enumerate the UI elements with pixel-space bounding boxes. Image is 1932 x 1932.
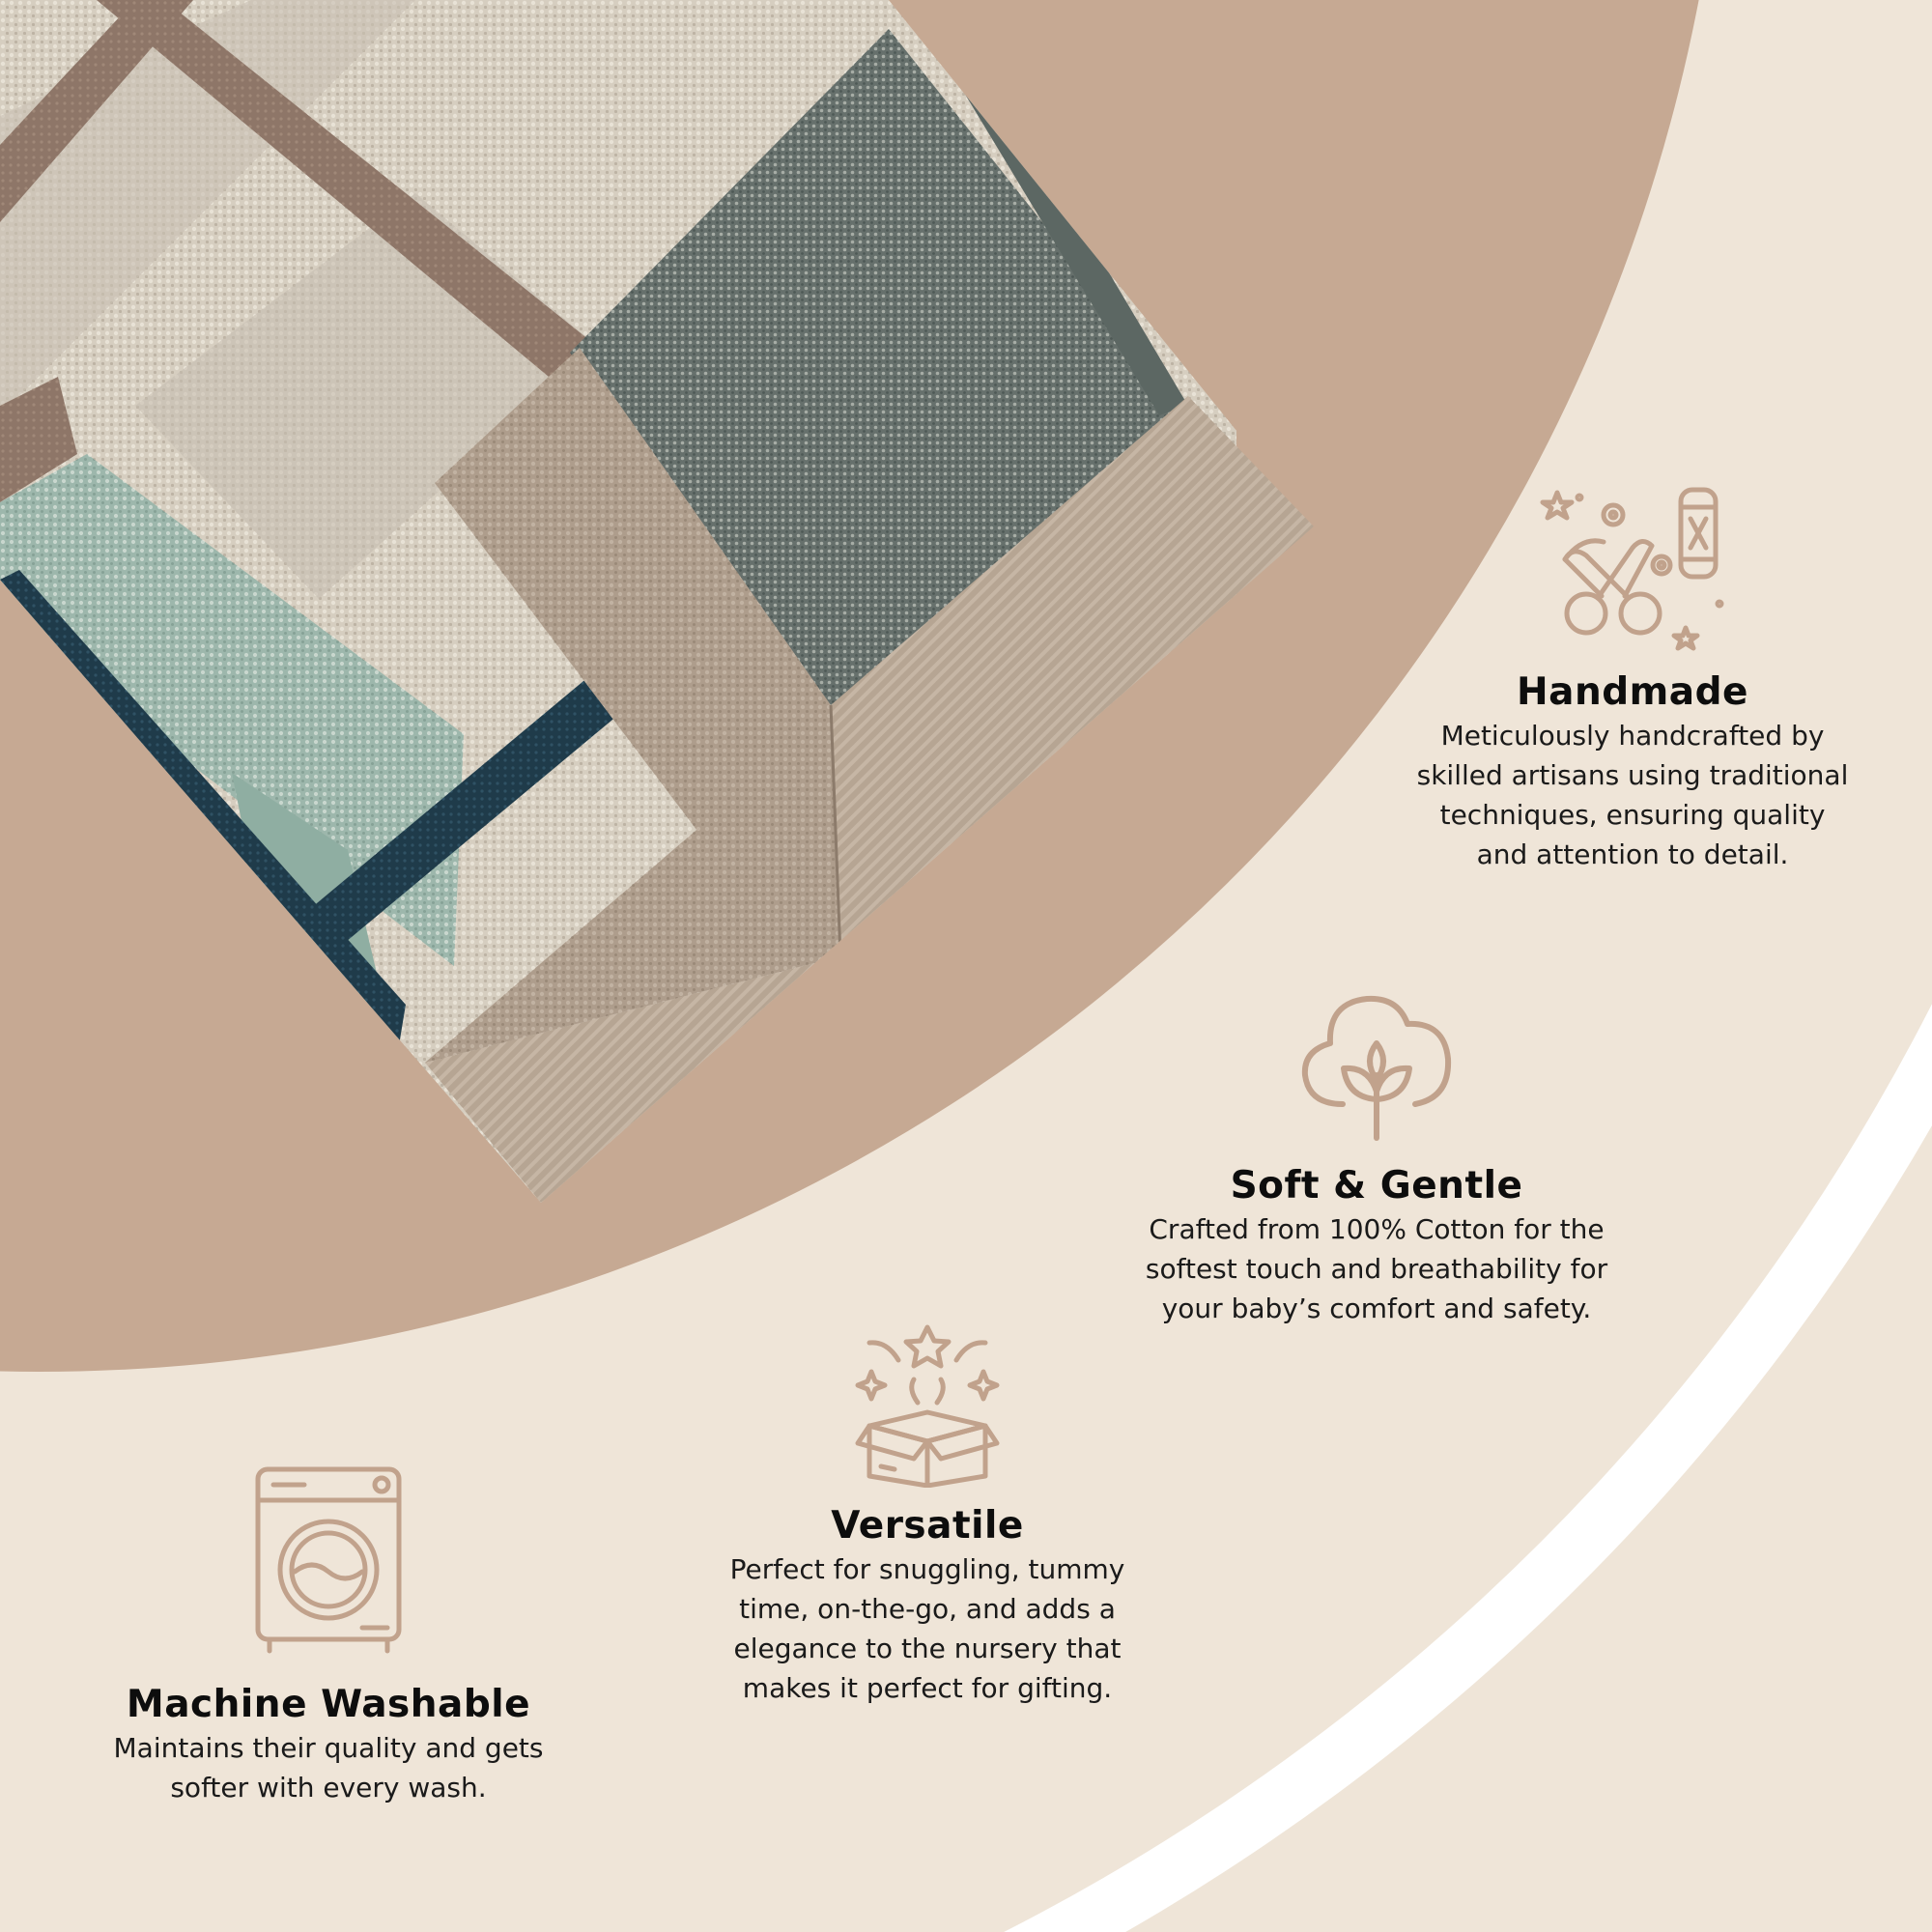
scissors-thread-spool-icon — [1536, 478, 1729, 662]
feature-description-line: Crafted from 100% Cotton for the — [1149, 1213, 1605, 1245]
feature-description-line: Meticulously handcrafted by — [1440, 720, 1825, 752]
feature-description-line: skilled artisans using traditional — [1416, 759, 1849, 791]
feature-description-line: and attention to detail. — [1476, 838, 1789, 870]
feature-title: Versatile — [831, 1504, 1024, 1548]
feature-description — [676, 1549, 1179, 1708]
gift-box-stars-icon — [850, 1321, 1005, 1488]
feature-description-line: time, on-the-go, and adds a — [739, 1593, 1116, 1625]
feature-description-line: Maintains their quality and gets — [113, 1732, 544, 1764]
feature-soft-gentle — [1111, 983, 1642, 1328]
feature-description-line: makes it perfect for gifting. — [742, 1672, 1113, 1704]
feature-title: Handmade — [1517, 670, 1748, 714]
cotton-flower-icon — [1290, 983, 1463, 1148]
washing-machine-icon — [246, 1463, 411, 1657]
feature-description — [1111, 1209, 1642, 1328]
feature-description-line: elegance to the nursery that — [733, 1633, 1122, 1664]
feature-title: Machine Washable — [126, 1683, 531, 1726]
feature-description-line: softer with every wash. — [170, 1772, 487, 1804]
feature-title: Soft & Gentle — [1230, 1164, 1523, 1208]
feature-handmade — [1381, 478, 1884, 874]
feature-versatile — [676, 1321, 1179, 1708]
feature-description-line: softest touch and breathability for — [1145, 1253, 1608, 1285]
feature-description-line: techniques, ensuring quality — [1439, 799, 1826, 831]
feature-machine-washable — [77, 1463, 580, 1807]
feature-description-line: your baby’s comfort and safety. — [1161, 1293, 1592, 1324]
feature-description-line: Perfect for snuggling, tummy — [729, 1553, 1125, 1585]
feature-description — [1381, 716, 1884, 874]
feature-description — [77, 1728, 580, 1807]
